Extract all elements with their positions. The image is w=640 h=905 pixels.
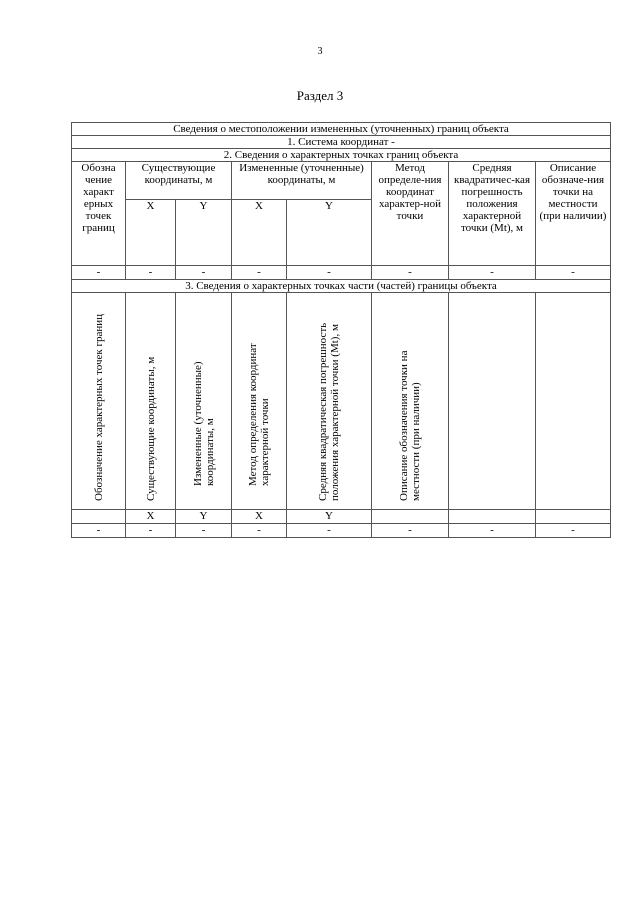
header-row <box>72 162 611 200</box>
cell-dash: - <box>126 524 176 538</box>
cell-x: X <box>232 510 287 524</box>
header-description: Описание обозначе-ния точки на местности (при наличии) <box>536 162 611 266</box>
cell-dash: - <box>536 266 611 280</box>
cell-dash: - <box>372 524 449 538</box>
cell-y: Y <box>176 510 232 524</box>
header-existing: Существующие координаты, м <box>126 162 232 200</box>
cell-dash: - <box>232 266 287 280</box>
cell-dash: - <box>287 524 372 538</box>
header-error: Средняя квадратичес-кая погрешность положения характерной точки (Mt), м <box>449 162 536 266</box>
rotated-header-row <box>72 293 611 510</box>
boundary-table <box>71 122 611 538</box>
cell-empty <box>372 510 449 524</box>
rot-text-existing: Существующие координаты, м <box>144 356 157 501</box>
cell-dash: - <box>449 266 536 280</box>
cell-empty <box>449 510 536 524</box>
rot-text-changed: Измененные (уточненные) координаты, м <box>191 361 216 486</box>
part-section-label: 3. Сведения о характерных точках части (частей) границы объекта <box>72 280 611 293</box>
cell-dash: - <box>176 524 232 538</box>
part-section-row <box>72 280 611 293</box>
cell-x: X <box>126 510 176 524</box>
coordinate-system-row <box>72 136 611 149</box>
cell-dash: - <box>72 266 126 280</box>
cell-dash: - <box>449 524 536 538</box>
rot-header-error <box>287 293 372 510</box>
points-section-row <box>72 149 611 162</box>
rot-header-changed <box>176 293 232 510</box>
table-title: Сведения о местоположении измененных (уточненных) границ объекта <box>72 123 611 136</box>
header-changed: Измененные (уточненные) координаты, м <box>232 162 372 200</box>
header-method: Метод определе-ния координат характер-ной точки <box>372 162 449 266</box>
rot-header-empty <box>536 293 611 510</box>
rot-text-method: Метод определения координат характерной точки <box>247 343 271 486</box>
rot-header-description <box>372 293 449 510</box>
table-row <box>72 524 611 538</box>
table-row <box>72 266 611 280</box>
header-changed-y: Y <box>287 200 372 266</box>
cell-dash: - <box>287 266 372 280</box>
cell-dash: - <box>372 266 449 280</box>
cell-empty <box>72 510 126 524</box>
header-changed-x: X <box>232 200 287 266</box>
cell-y: Y <box>287 510 372 524</box>
rot-header-empty <box>449 293 536 510</box>
rot-text-description: Описание обозначения точки на местности (при наличии) <box>398 350 422 501</box>
section-title: Раздел 3 <box>296 88 344 103</box>
rot-text-error: Средняя квадратическая погрешность положения характерной точки (Mt), м <box>317 322 341 501</box>
table-title-row <box>72 123 611 136</box>
cell-dash: - <box>72 524 126 538</box>
cell-dash: - <box>126 266 176 280</box>
header-existing-x: X <box>126 200 176 266</box>
header-designation: Обозна чение характ ерных точек границ <box>72 162 126 266</box>
cell-dash: - <box>232 524 287 538</box>
coordinate-system-label: 1. Система координат - <box>72 136 611 149</box>
cell-dash: - <box>536 524 611 538</box>
rot-header-designation <box>72 293 126 510</box>
xy-row <box>72 510 611 524</box>
points-section-label: 2. Сведения о характерных точках границ объекта <box>72 149 611 162</box>
page-number: 3 <box>317 46 323 57</box>
rot-header-existing <box>126 293 176 510</box>
rot-text-designation: Обозначение характерных точек границ <box>92 313 105 501</box>
header-existing-y: Y <box>176 200 232 266</box>
cell-empty <box>536 510 611 524</box>
rot-header-method <box>232 293 287 510</box>
cell-dash: - <box>176 266 232 280</box>
